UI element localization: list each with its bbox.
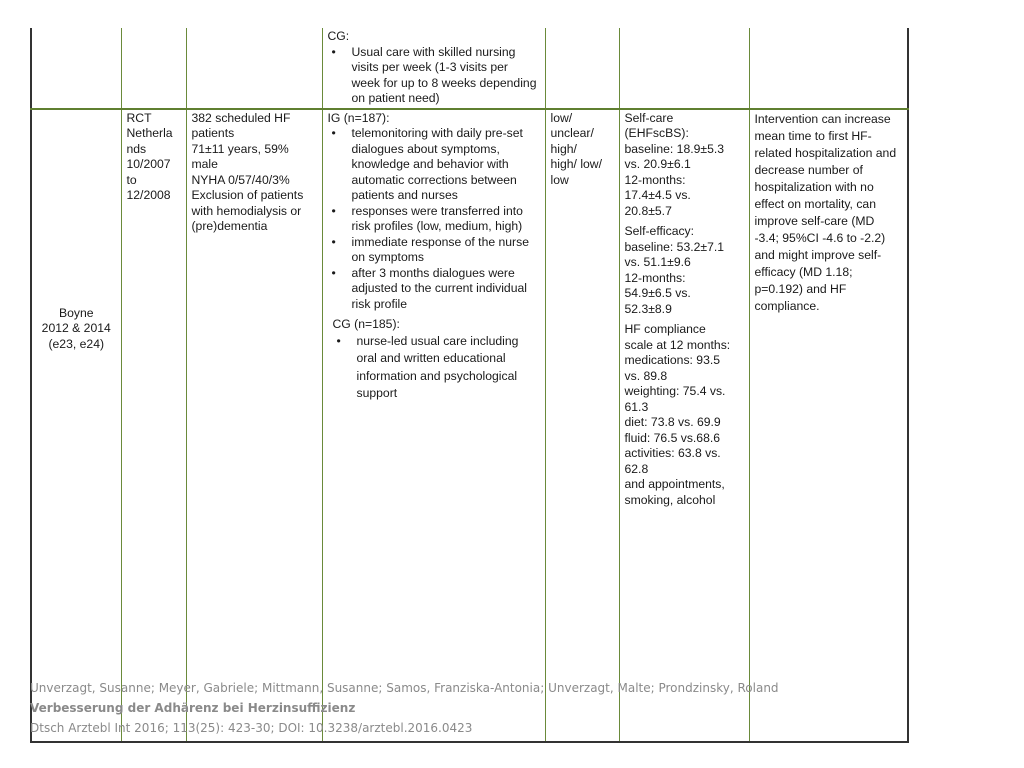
bias-cell xyxy=(545,28,619,109)
outcomes-cell xyxy=(619,109,749,742)
patients-cell xyxy=(186,109,322,742)
design-cell: RCT Netherla nds 10/2007 to 12/2008 xyxy=(121,109,186,742)
patient-age: 71±11 years, 59% male xyxy=(191,141,289,171)
cg-heading: CG: xyxy=(327,29,350,43)
patient-count: 382 scheduled HF patients xyxy=(191,110,291,140)
list-item: • telemonitoring with daily pre-set dialogues about symptoms, knowledge and behavior with automatic corrections between patients and nurses xyxy=(352,126,540,204)
ig-list xyxy=(328,126,540,312)
cg-list xyxy=(328,45,540,107)
conclusion-text: Intervention can increase mean time to first HF-related hospitalization and decrease number of hospitalization with no effect on mortality, can improve self-care (MD -3.4; 95%CI -4.6 to -2.2) and might improve self-efficacy (MD 1.18; p=0.192) and HF compliance. xyxy=(754,111,897,313)
footer-title: Verbesserung der Adhärenz bei Herzinsuffizienz xyxy=(30,701,356,715)
list-item: • immediate response of the nurse on symptoms xyxy=(352,235,540,266)
citation-footer xyxy=(30,678,779,738)
list-item: • after 3 months dialogues were adjusted to the current individual risk profile xyxy=(352,266,540,313)
patient-exclusion: Exclusion of patients with hemodialysis or (pre)dementia xyxy=(191,188,304,233)
study-cell xyxy=(31,28,121,109)
bias-cell: low/ unclear/ high/ high/ low/ low xyxy=(545,109,619,742)
patient-nyha: NYHA 0/57/40/3% xyxy=(191,172,290,187)
cg-list xyxy=(333,333,540,403)
evidence-table xyxy=(30,28,909,743)
outcomes-cell xyxy=(619,28,749,109)
selfefficacy-block: Self-efficacy: baseline: 53.2±7.1 vs. 51.1±9.6 12-months: 54.9±6.5 vs. 52.3±8.9 xyxy=(624,224,725,316)
study-cell: Boyne 2012 & 2014 (e23, e24) xyxy=(31,109,121,742)
selfcare-block: Self-care (EHFscBS): baseline: 18.9±5.3 vs. 20.9±6.1 12-months: 17.4±4.5 vs. 20.8±5.7 xyxy=(624,110,725,218)
footer-citation: Dtsch Arztebl Int 2016; 113(25): 423-30; DOI: 10.3238/arztebl.2016.0423 xyxy=(30,721,473,735)
cg-heading: CG (n=185): xyxy=(332,317,400,331)
table-row xyxy=(31,109,908,742)
intervention-cell xyxy=(322,28,545,109)
intervention-cell xyxy=(322,109,545,742)
footer-authors: Unverzagt, Susanne; Meyer, Gabriele; Mittmann, Susanne; Samos, Franziska-Antonia; Unverzagt, Malte; Prondzinsky, Roland xyxy=(30,681,779,695)
table-row xyxy=(31,28,908,109)
list-item: • nurse-led usual care including oral and written educational information and psychological support xyxy=(357,333,540,403)
ig-heading: IG (n=187): xyxy=(327,110,390,125)
conclusion-cell xyxy=(749,109,908,742)
list-item: • Usual care with skilled nursing visits per week (1-3 visits per week for up to 8 weeks depending on patient need) xyxy=(352,45,540,107)
conclusion-cell xyxy=(749,28,908,109)
design-cell xyxy=(121,28,186,109)
list-item: • responses were transferred into risk profiles (low, medium, high) xyxy=(352,204,540,235)
patients-cell xyxy=(186,28,322,109)
compliance-block: HF compliance scale at 12 months: medications: 93.5 vs. 89.8 weighting: 75.4 vs. 61.3 diet: 73.8 vs. 69.9 fluid: 76.5 vs.68.6 activities: 63.8 vs. 62.8 and appointments, smoking, alcohol xyxy=(624,322,731,507)
